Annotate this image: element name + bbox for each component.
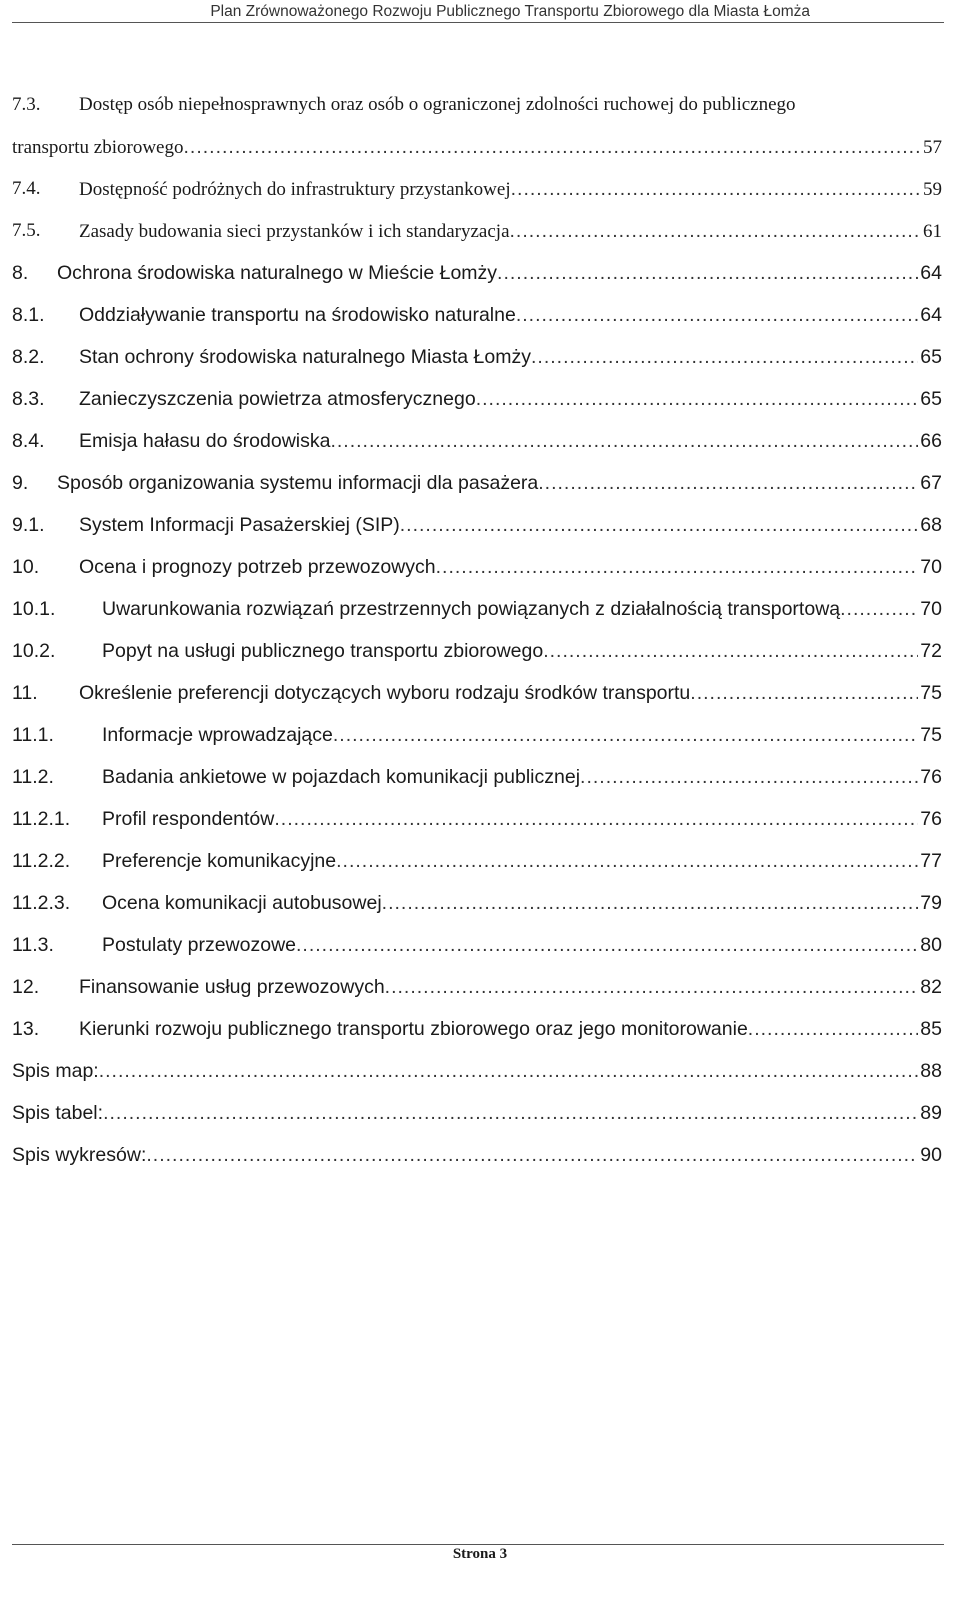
dot-leader xyxy=(497,252,918,294)
toc-page-number: 79 xyxy=(920,892,942,914)
toc-entry-number: 9.1. xyxy=(12,514,45,536)
toc-entry-title: Stan ochrony środowiska naturalnego Miasta Łomży xyxy=(79,346,531,368)
toc-page-number: 70 xyxy=(920,598,942,620)
toc-entry-number: 11.2.3. xyxy=(12,892,71,914)
toc-entry[interactable] xyxy=(12,1092,942,1134)
toc-page-number: 76 xyxy=(920,808,942,830)
toc-entry[interactable] xyxy=(12,546,942,588)
toc-page-number: 75 xyxy=(920,724,942,746)
dot-leader xyxy=(511,168,921,210)
toc-entry[interactable] xyxy=(12,462,942,504)
toc-entry[interactable] xyxy=(12,294,942,336)
toc-entry[interactable] xyxy=(12,714,942,756)
toc-entry-number: 7.3. xyxy=(12,94,41,115)
toc-entry-number: 10. xyxy=(12,556,40,578)
dot-leader xyxy=(748,1008,919,1050)
toc-entry-number: 8.4. xyxy=(12,430,45,452)
toc-page-number: 77 xyxy=(920,850,942,872)
toc-entry-number: 7.5. xyxy=(12,220,41,241)
toc-page-number: 67 xyxy=(920,472,942,494)
toc-entry-title: Uwarunkowania rozwiązań przestrzennych powiązanych z działalnością transportową xyxy=(102,598,841,620)
dot-leader xyxy=(146,1134,918,1176)
toc-entry[interactable] xyxy=(12,84,942,168)
toc-entry-title: Informacje wprowadzające xyxy=(102,724,333,746)
toc-entry-title: Ocena komunikacji autobusowej xyxy=(102,892,382,914)
toc-entry-number: 8.1. xyxy=(12,304,45,326)
toc-entry[interactable] xyxy=(12,168,942,210)
toc-entry[interactable] xyxy=(12,588,942,630)
dot-leader xyxy=(336,840,918,882)
toc-entry[interactable] xyxy=(12,672,942,714)
toc-entry[interactable] xyxy=(12,378,942,420)
toc-entry[interactable] xyxy=(12,210,942,252)
toc-entry-title: Spis map: xyxy=(12,1060,99,1082)
dot-leader xyxy=(274,798,918,840)
toc-entry-number: 11.1. xyxy=(12,724,54,746)
toc-entry[interactable] xyxy=(12,504,942,546)
toc-entry-number: 12. xyxy=(12,976,40,998)
toc-page-number: 65 xyxy=(920,346,942,368)
toc-page-number: 57 xyxy=(923,137,942,158)
dot-leader xyxy=(296,924,918,966)
toc-entry-title: Ocena i prognozy potrzeb przewozowych xyxy=(79,556,436,578)
toc-entry-title: Zasady budowania sieci przystanków i ich standaryzacja xyxy=(79,221,510,242)
toc-entry-title: Sposób organizowania systemu informacji dla pasażera xyxy=(57,472,539,494)
toc-entry-title: Kierunki rozwoju publicznego transportu zbiorowego oraz jego monitorowanie xyxy=(79,1018,748,1040)
toc-entry[interactable] xyxy=(12,336,942,378)
toc-entry[interactable] xyxy=(12,1050,942,1092)
dot-leader xyxy=(476,378,919,420)
toc-entry-number: 11.3. xyxy=(12,934,54,956)
dot-leader xyxy=(382,882,919,924)
toc-entry[interactable] xyxy=(12,966,942,1008)
dot-leader xyxy=(510,210,921,252)
toc-page-number: 72 xyxy=(920,640,942,662)
toc-entry-number: 13. xyxy=(12,1018,40,1040)
dot-leader xyxy=(580,756,918,798)
toc-entry-title: Ochrona środowiska naturalnego w Mieście Łomży xyxy=(57,262,498,284)
toc-page-number: 68 xyxy=(920,514,942,536)
dot-leader xyxy=(400,504,919,546)
toc-entry-number: 8.2. xyxy=(12,346,45,368)
toc-entry-title: Oddziaływanie transportu na środowisko naturalne xyxy=(79,304,516,326)
toc-page-number: 82 xyxy=(920,976,942,998)
toc-page-number: 64 xyxy=(920,304,942,326)
toc-entry[interactable] xyxy=(12,756,942,798)
toc-entry-title: Spis wykresów: xyxy=(12,1144,147,1166)
toc-page-number: 89 xyxy=(920,1102,942,1124)
toc-entry-title: Dostęp osób niepełnosprawnych oraz osób o ograniczonej zdolności ruchowej do publicznego xyxy=(79,94,796,115)
toc-entry-number: 11.2. xyxy=(12,766,54,788)
dot-leader xyxy=(840,588,918,630)
toc-entry-title: Określenie preferencji dotyczących wyboru rodzaju środków transportu xyxy=(79,682,691,704)
dot-leader xyxy=(183,126,921,168)
toc-entry-title: Finansowanie usług przewozowych xyxy=(79,976,385,998)
toc-page-number: 88 xyxy=(920,1060,942,1082)
toc-page-number: 59 xyxy=(923,179,942,200)
dot-leader xyxy=(99,1050,919,1092)
dot-leader xyxy=(436,546,919,588)
page-number-label: Strona 3 xyxy=(452,1546,508,1562)
dot-leader xyxy=(333,714,918,756)
toc-page-number: 76 xyxy=(920,766,942,788)
toc-entry-number: 8.3. xyxy=(12,388,45,410)
page-header xyxy=(0,0,960,40)
dot-leader xyxy=(538,462,918,504)
toc-entry-title: System Informacji Pasażerskiej (SIP) xyxy=(79,514,400,536)
toc-entry-title: Badania ankietowe w pojazdach komunikacji publicznej xyxy=(102,766,581,788)
toc-page-number: 61 xyxy=(923,221,942,242)
toc-entry[interactable] xyxy=(12,924,942,966)
dot-leader xyxy=(543,630,918,672)
toc-entry-number: 8. xyxy=(12,262,29,284)
dot-leader xyxy=(516,294,918,336)
toc-entry[interactable] xyxy=(12,1134,942,1176)
toc-page-number: 85 xyxy=(920,1018,942,1040)
dot-leader xyxy=(103,1092,918,1134)
toc-entry[interactable] xyxy=(12,630,942,672)
toc-page-number: 90 xyxy=(920,1144,942,1166)
toc-entry-title: Emisja hałasu do środowiska xyxy=(79,430,331,452)
toc-entry-title: Zanieczyszczenia powietrza atmosferycznego xyxy=(79,388,476,410)
page-footer xyxy=(0,1545,960,1563)
toc-entry-number: 11. xyxy=(12,682,38,704)
toc-entry-number: 9. xyxy=(12,472,29,494)
toc-entry[interactable] xyxy=(12,840,942,882)
toc-entry-title: Popyt na usługi publicznego transportu zbiorowego xyxy=(102,640,544,662)
toc-entry-title: Profil respondentów xyxy=(102,808,275,830)
toc-page-number: 75 xyxy=(920,682,942,704)
toc-page-number: 80 xyxy=(920,934,942,956)
toc-entry-number: 10.1. xyxy=(12,598,56,620)
toc-entry[interactable] xyxy=(12,798,942,840)
toc-entry[interactable] xyxy=(12,882,942,924)
dot-leader xyxy=(690,672,918,714)
toc-page-number: 65 xyxy=(920,388,942,410)
dot-leader xyxy=(330,420,918,462)
toc-entry[interactable] xyxy=(12,1008,942,1050)
toc-page-number: 66 xyxy=(920,430,942,452)
toc-entry-number: 7.4. xyxy=(12,178,41,199)
toc-entry-title: Postulaty przewozowe xyxy=(102,934,297,956)
toc-entry[interactable] xyxy=(12,420,942,462)
toc-entry-title: Preferencje komunikacyjne xyxy=(102,850,337,872)
dot-leader xyxy=(531,336,918,378)
table-of-contents xyxy=(12,84,942,1176)
header-divider xyxy=(12,22,944,23)
dot-leader xyxy=(385,966,919,1008)
toc-entry-number: 10.2. xyxy=(12,640,56,662)
toc-page-number: 64 xyxy=(920,262,942,284)
toc-entry-title: Dostępność podróżnych do infrastruktury przystankowej xyxy=(79,179,511,200)
toc-page-number: 70 xyxy=(920,556,942,578)
document-title: Plan Zrównoważonego Rozwoju Publicznego Transportu Zbiorowego dla Miasta Łomża xyxy=(210,3,810,20)
toc-entry-number: 11.2.2. xyxy=(12,850,71,872)
toc-entry[interactable] xyxy=(12,252,942,294)
toc-entry-title-continued: transportu zbiorowego xyxy=(12,137,184,158)
toc-entry-title: Spis tabel: xyxy=(12,1102,104,1124)
toc-entry-number: 11.2.1. xyxy=(12,808,71,830)
